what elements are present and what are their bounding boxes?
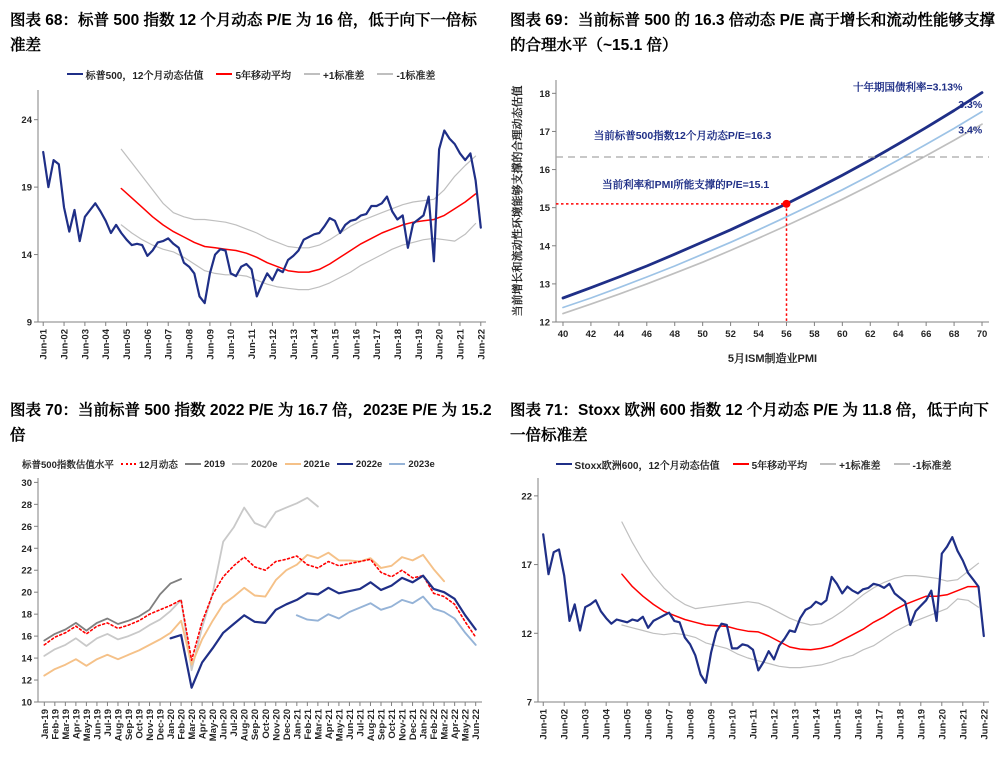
svg-text:Jun-10: Jun-10 xyxy=(226,329,238,360)
svg-text:Jun-14: Jun-14 xyxy=(811,709,823,740)
svg-text:12: 12 xyxy=(521,629,532,641)
svg-text:十年期国债利率=3.13%: 十年期国债利率=3.13% xyxy=(853,81,963,94)
panel-figure-70 xyxy=(0,390,500,767)
legend-item xyxy=(304,67,364,82)
svg-text:28: 28 xyxy=(21,500,32,512)
legend-label: -1标准差 xyxy=(396,70,436,82)
svg-text:5月ISM制造业PMI: 5月ISM制造业PMI xyxy=(727,353,818,366)
svg-text:Jun-17: Jun-17 xyxy=(372,329,384,360)
legend-swatch xyxy=(304,73,320,75)
svg-text:Jun-04: Jun-04 xyxy=(601,709,613,740)
svg-text:Jun-11: Jun-11 xyxy=(247,329,259,360)
svg-text:Nov-19: Nov-19 xyxy=(145,709,157,741)
svg-text:Jun-01: Jun-01 xyxy=(538,709,550,740)
legend-label: -1标准差 xyxy=(912,460,952,472)
svg-text:Jan-21: Jan-21 xyxy=(292,709,304,740)
svg-text:Jul-21: Jul-21 xyxy=(355,709,367,737)
chart-71-legend xyxy=(510,456,997,472)
svg-text:Jun-20: Jun-20 xyxy=(218,709,230,740)
svg-text:Dec-19: Dec-19 xyxy=(155,709,167,741)
svg-text:Jun-22: Jun-22 xyxy=(979,709,991,740)
svg-text:40: 40 xyxy=(557,329,569,341)
svg-text:Jun-15: Jun-15 xyxy=(330,329,342,360)
svg-text:7: 7 xyxy=(526,697,532,709)
svg-text:Jun-18: Jun-18 xyxy=(392,329,404,360)
svg-text:Apr-19: Apr-19 xyxy=(71,709,83,740)
panel-figure-69 xyxy=(500,0,1005,390)
svg-text:12: 12 xyxy=(539,317,550,329)
legend-item xyxy=(337,459,382,470)
legend-swatch xyxy=(285,463,301,465)
legend-item xyxy=(377,67,435,82)
svg-text:Feb-19: Feb-19 xyxy=(50,709,62,740)
legend-label: 2019 xyxy=(203,458,226,470)
legend-swatch xyxy=(377,73,393,75)
svg-text:Jun-12: Jun-12 xyxy=(267,329,279,360)
chart-69-title: 图表 69：当前标普 500 的 16.3 倍动态 P/E 高于增长和流动性能够支撑的合理水平（~15.1 倍） xyxy=(510,12,995,55)
svg-text:Jun-13: Jun-13 xyxy=(288,329,300,360)
svg-text:当前增长和流动性环境能够支撑的合理动态估值: 当前增长和流动性环境能够支撑的合理动态估值 xyxy=(512,85,524,317)
panel-figure-68 xyxy=(0,0,500,390)
legend-label: 2023e xyxy=(408,458,435,470)
svg-text:17: 17 xyxy=(521,560,532,572)
svg-text:Jun-16: Jun-16 xyxy=(853,709,865,740)
legend-item xyxy=(389,459,434,470)
svg-text:Jun-04: Jun-04 xyxy=(101,329,113,360)
chart-68-plot xyxy=(10,82,492,376)
svg-text:Feb-20: Feb-20 xyxy=(176,709,188,740)
chart-68-title: 图表 68：标普 500 指数 12 个月动态 P/E 为 16 倍，低于向下一倍标准差 xyxy=(10,12,477,55)
svg-text:Mar-20: Mar-20 xyxy=(187,709,199,740)
svg-text:Jun-03: Jun-03 xyxy=(80,329,92,360)
svg-text:Jun-09: Jun-09 xyxy=(706,709,718,740)
legend-item xyxy=(894,457,952,472)
svg-text:48: 48 xyxy=(669,329,681,341)
legend-label: Stoxx欧洲600，12个月动态估值 xyxy=(574,460,720,472)
svg-text:Feb-22: Feb-22 xyxy=(429,709,441,740)
svg-text:Oct-20: Oct-20 xyxy=(260,709,272,739)
svg-text:70: 70 xyxy=(976,329,988,341)
legend-swatch xyxy=(389,463,405,465)
svg-text:56: 56 xyxy=(781,329,792,341)
svg-text:Mar-21: Mar-21 xyxy=(313,709,325,740)
svg-text:14: 14 xyxy=(539,241,550,253)
svg-text:Sep-21: Sep-21 xyxy=(376,709,388,741)
svg-text:Jan-22: Jan-22 xyxy=(418,709,430,740)
svg-text:May-21: May-21 xyxy=(334,709,346,742)
svg-text:当前利率和PMI所能支撑的P/E=15.1: 当前利率和PMI所能支撑的P/E=15.1 xyxy=(602,179,770,192)
legend-label: +1标准差 xyxy=(839,460,881,472)
svg-text:Jun-06: Jun-06 xyxy=(142,329,154,360)
legend-item xyxy=(22,457,114,471)
svg-text:19: 19 xyxy=(21,182,32,194)
legend-swatch xyxy=(733,463,749,465)
svg-text:22: 22 xyxy=(521,491,532,503)
svg-text:Jun-14: Jun-14 xyxy=(309,329,321,360)
svg-text:3.4%: 3.4% xyxy=(958,124,983,137)
svg-text:Jun-22: Jun-22 xyxy=(476,329,488,360)
svg-text:Apr-21: Apr-21 xyxy=(323,709,335,740)
legend-swatch xyxy=(216,73,232,75)
svg-text:Jun-08: Jun-08 xyxy=(184,329,196,360)
svg-text:Jun-07: Jun-07 xyxy=(664,709,676,740)
svg-text:Jun-20: Jun-20 xyxy=(434,329,446,360)
legend-swatch xyxy=(894,463,910,465)
legend-item xyxy=(820,457,880,472)
svg-text:Oct-19: Oct-19 xyxy=(134,709,146,739)
svg-text:Dec-20: Dec-20 xyxy=(281,709,293,741)
svg-text:Jul-19: Jul-19 xyxy=(102,709,114,737)
svg-text:Jun-06: Jun-06 xyxy=(643,709,655,740)
chart-71-plot xyxy=(510,472,997,756)
svg-text:Jun-08: Jun-08 xyxy=(685,709,697,740)
svg-text:Feb-21: Feb-21 xyxy=(302,709,314,740)
svg-text:52: 52 xyxy=(725,329,736,341)
svg-text:Aug-19: Aug-19 xyxy=(113,709,125,742)
svg-text:Jun-18: Jun-18 xyxy=(895,709,907,740)
svg-text:Jun-20: Jun-20 xyxy=(937,709,949,740)
svg-text:Jun-13: Jun-13 xyxy=(790,709,802,740)
svg-text:Nov-20: Nov-20 xyxy=(271,709,283,741)
svg-text:18: 18 xyxy=(21,609,32,621)
svg-text:66: 66 xyxy=(920,329,932,341)
svg-text:22: 22 xyxy=(21,565,32,577)
svg-text:Jun-02: Jun-02 xyxy=(559,709,571,740)
legend-swatch xyxy=(337,463,353,465)
svg-text:Jun-11: Jun-11 xyxy=(748,709,760,740)
svg-text:Sep-20: Sep-20 xyxy=(250,709,262,741)
svg-text:24: 24 xyxy=(21,543,32,555)
svg-text:Jun-22: Jun-22 xyxy=(471,709,483,740)
chart-70-title: 图表 70：当前标普 500 指数 2022 P/E 为 16.7 倍，2023E P/E 为 15.2 倍 xyxy=(10,402,492,445)
svg-text:Jun-05: Jun-05 xyxy=(622,709,634,740)
legend-item xyxy=(285,459,330,470)
svg-text:Jun-19: Jun-19 xyxy=(916,709,928,740)
legend-item xyxy=(733,457,808,472)
svg-text:Apr-22: Apr-22 xyxy=(450,709,462,740)
legend-label: 5年移动平均 xyxy=(235,70,292,82)
svg-text:10: 10 xyxy=(21,697,32,709)
svg-text:14: 14 xyxy=(21,653,32,665)
legend-item xyxy=(232,459,277,470)
chart-68-legend xyxy=(10,66,492,82)
legend-label: 5年移动平均 xyxy=(751,460,808,472)
legend-swatch xyxy=(556,463,572,465)
svg-text:Aug-21: Aug-21 xyxy=(365,709,377,742)
legend-label: 12月动态 xyxy=(138,460,178,472)
svg-text:Jun-03: Jun-03 xyxy=(580,709,592,740)
legend-item xyxy=(185,459,225,470)
legend-swatch xyxy=(185,463,201,465)
legend-swatch xyxy=(820,463,836,465)
svg-text:14: 14 xyxy=(21,250,32,262)
svg-text:Apr-20: Apr-20 xyxy=(197,709,209,740)
svg-text:60: 60 xyxy=(837,329,848,341)
svg-text:30: 30 xyxy=(21,478,32,490)
legend-item xyxy=(556,457,720,472)
legend-swatch xyxy=(121,463,136,465)
chart-70-plot xyxy=(10,472,492,756)
svg-text:44: 44 xyxy=(613,329,625,341)
svg-text:9: 9 xyxy=(26,317,32,329)
svg-text:Jun-21: Jun-21 xyxy=(344,709,356,740)
chart-70-legend xyxy=(10,456,492,472)
svg-text:May-22: May-22 xyxy=(460,709,472,742)
svg-text:Jun-02: Jun-02 xyxy=(59,329,71,360)
svg-text:Jun-19: Jun-19 xyxy=(413,329,425,360)
legend-label: 标普500指数估值水平 xyxy=(22,460,114,472)
legend-label: 2021e xyxy=(303,458,330,470)
svg-text:Jun-12: Jun-12 xyxy=(769,709,781,740)
svg-text:26: 26 xyxy=(21,522,32,534)
svg-text:50: 50 xyxy=(697,329,708,341)
svg-text:Jun-07: Jun-07 xyxy=(163,329,175,360)
svg-text:Mar-19: Mar-19 xyxy=(60,709,72,740)
legend-label: 2020e xyxy=(251,458,278,470)
svg-text:58: 58 xyxy=(809,329,820,341)
chart-69-plot xyxy=(510,66,997,368)
svg-text:Jun-19: Jun-19 xyxy=(92,709,104,740)
svg-text:3.3%: 3.3% xyxy=(958,99,983,112)
svg-text:Oct-21: Oct-21 xyxy=(387,709,399,739)
svg-text:Jun-05: Jun-05 xyxy=(122,329,134,360)
svg-text:Jun-21: Jun-21 xyxy=(958,709,970,740)
svg-text:May-20: May-20 xyxy=(208,709,220,742)
legend-label: 标普500，12个月动态估值 xyxy=(85,70,204,82)
svg-text:Jun-16: Jun-16 xyxy=(351,329,363,360)
svg-text:15: 15 xyxy=(539,203,550,215)
svg-text:20: 20 xyxy=(21,587,32,599)
svg-text:13: 13 xyxy=(539,279,550,291)
svg-text:17: 17 xyxy=(539,127,550,139)
svg-text:64: 64 xyxy=(892,329,904,341)
svg-text:Sep-19: Sep-19 xyxy=(123,709,135,741)
svg-text:Dec-21: Dec-21 xyxy=(408,709,420,741)
svg-text:46: 46 xyxy=(641,329,653,341)
svg-text:Mar-22: Mar-22 xyxy=(439,709,451,740)
svg-text:当前标普500指数12个月动态P/E=16.3: 当前标普500指数12个月动态P/E=16.3 xyxy=(593,130,772,143)
svg-text:42: 42 xyxy=(585,329,597,341)
svg-text:18: 18 xyxy=(539,89,550,101)
svg-text:16: 16 xyxy=(539,165,550,177)
legend-item xyxy=(216,67,291,82)
svg-text:12: 12 xyxy=(21,675,32,687)
svg-text:Jun-09: Jun-09 xyxy=(205,329,217,360)
svg-text:May-19: May-19 xyxy=(81,709,93,742)
legend-label: 2022e xyxy=(355,458,383,470)
legend-label: +1标准差 xyxy=(323,70,365,82)
panel-figure-71 xyxy=(500,390,1005,767)
svg-text:Jun-01: Jun-01 xyxy=(38,329,50,360)
svg-text:16: 16 xyxy=(21,631,32,643)
legend-item xyxy=(121,457,178,471)
svg-text:Jun-15: Jun-15 xyxy=(832,709,844,740)
svg-text:54: 54 xyxy=(753,329,764,341)
svg-text:Jun-10: Jun-10 xyxy=(727,709,739,740)
svg-text:Jan-20: Jan-20 xyxy=(166,709,178,740)
svg-text:Jul-20: Jul-20 xyxy=(229,709,241,737)
legend-swatch xyxy=(67,73,83,75)
svg-text:Jan-19: Jan-19 xyxy=(39,709,51,740)
svg-text:68: 68 xyxy=(948,329,960,341)
svg-text:Aug-20: Aug-20 xyxy=(239,709,251,742)
chart-71-title: 图表 71：Stoxx 欧洲 600 指数 12 个月动态 P/E 为 11.8 倍，低于向下一倍标准差 xyxy=(510,402,989,445)
svg-text:Nov-21: Nov-21 xyxy=(397,709,409,741)
svg-text:Jun-21: Jun-21 xyxy=(455,329,467,360)
svg-text:62: 62 xyxy=(864,329,876,341)
legend-item xyxy=(67,67,204,82)
svg-text:24: 24 xyxy=(21,115,32,127)
legend-swatch xyxy=(232,463,248,465)
svg-text:Jun-17: Jun-17 xyxy=(874,709,886,740)
